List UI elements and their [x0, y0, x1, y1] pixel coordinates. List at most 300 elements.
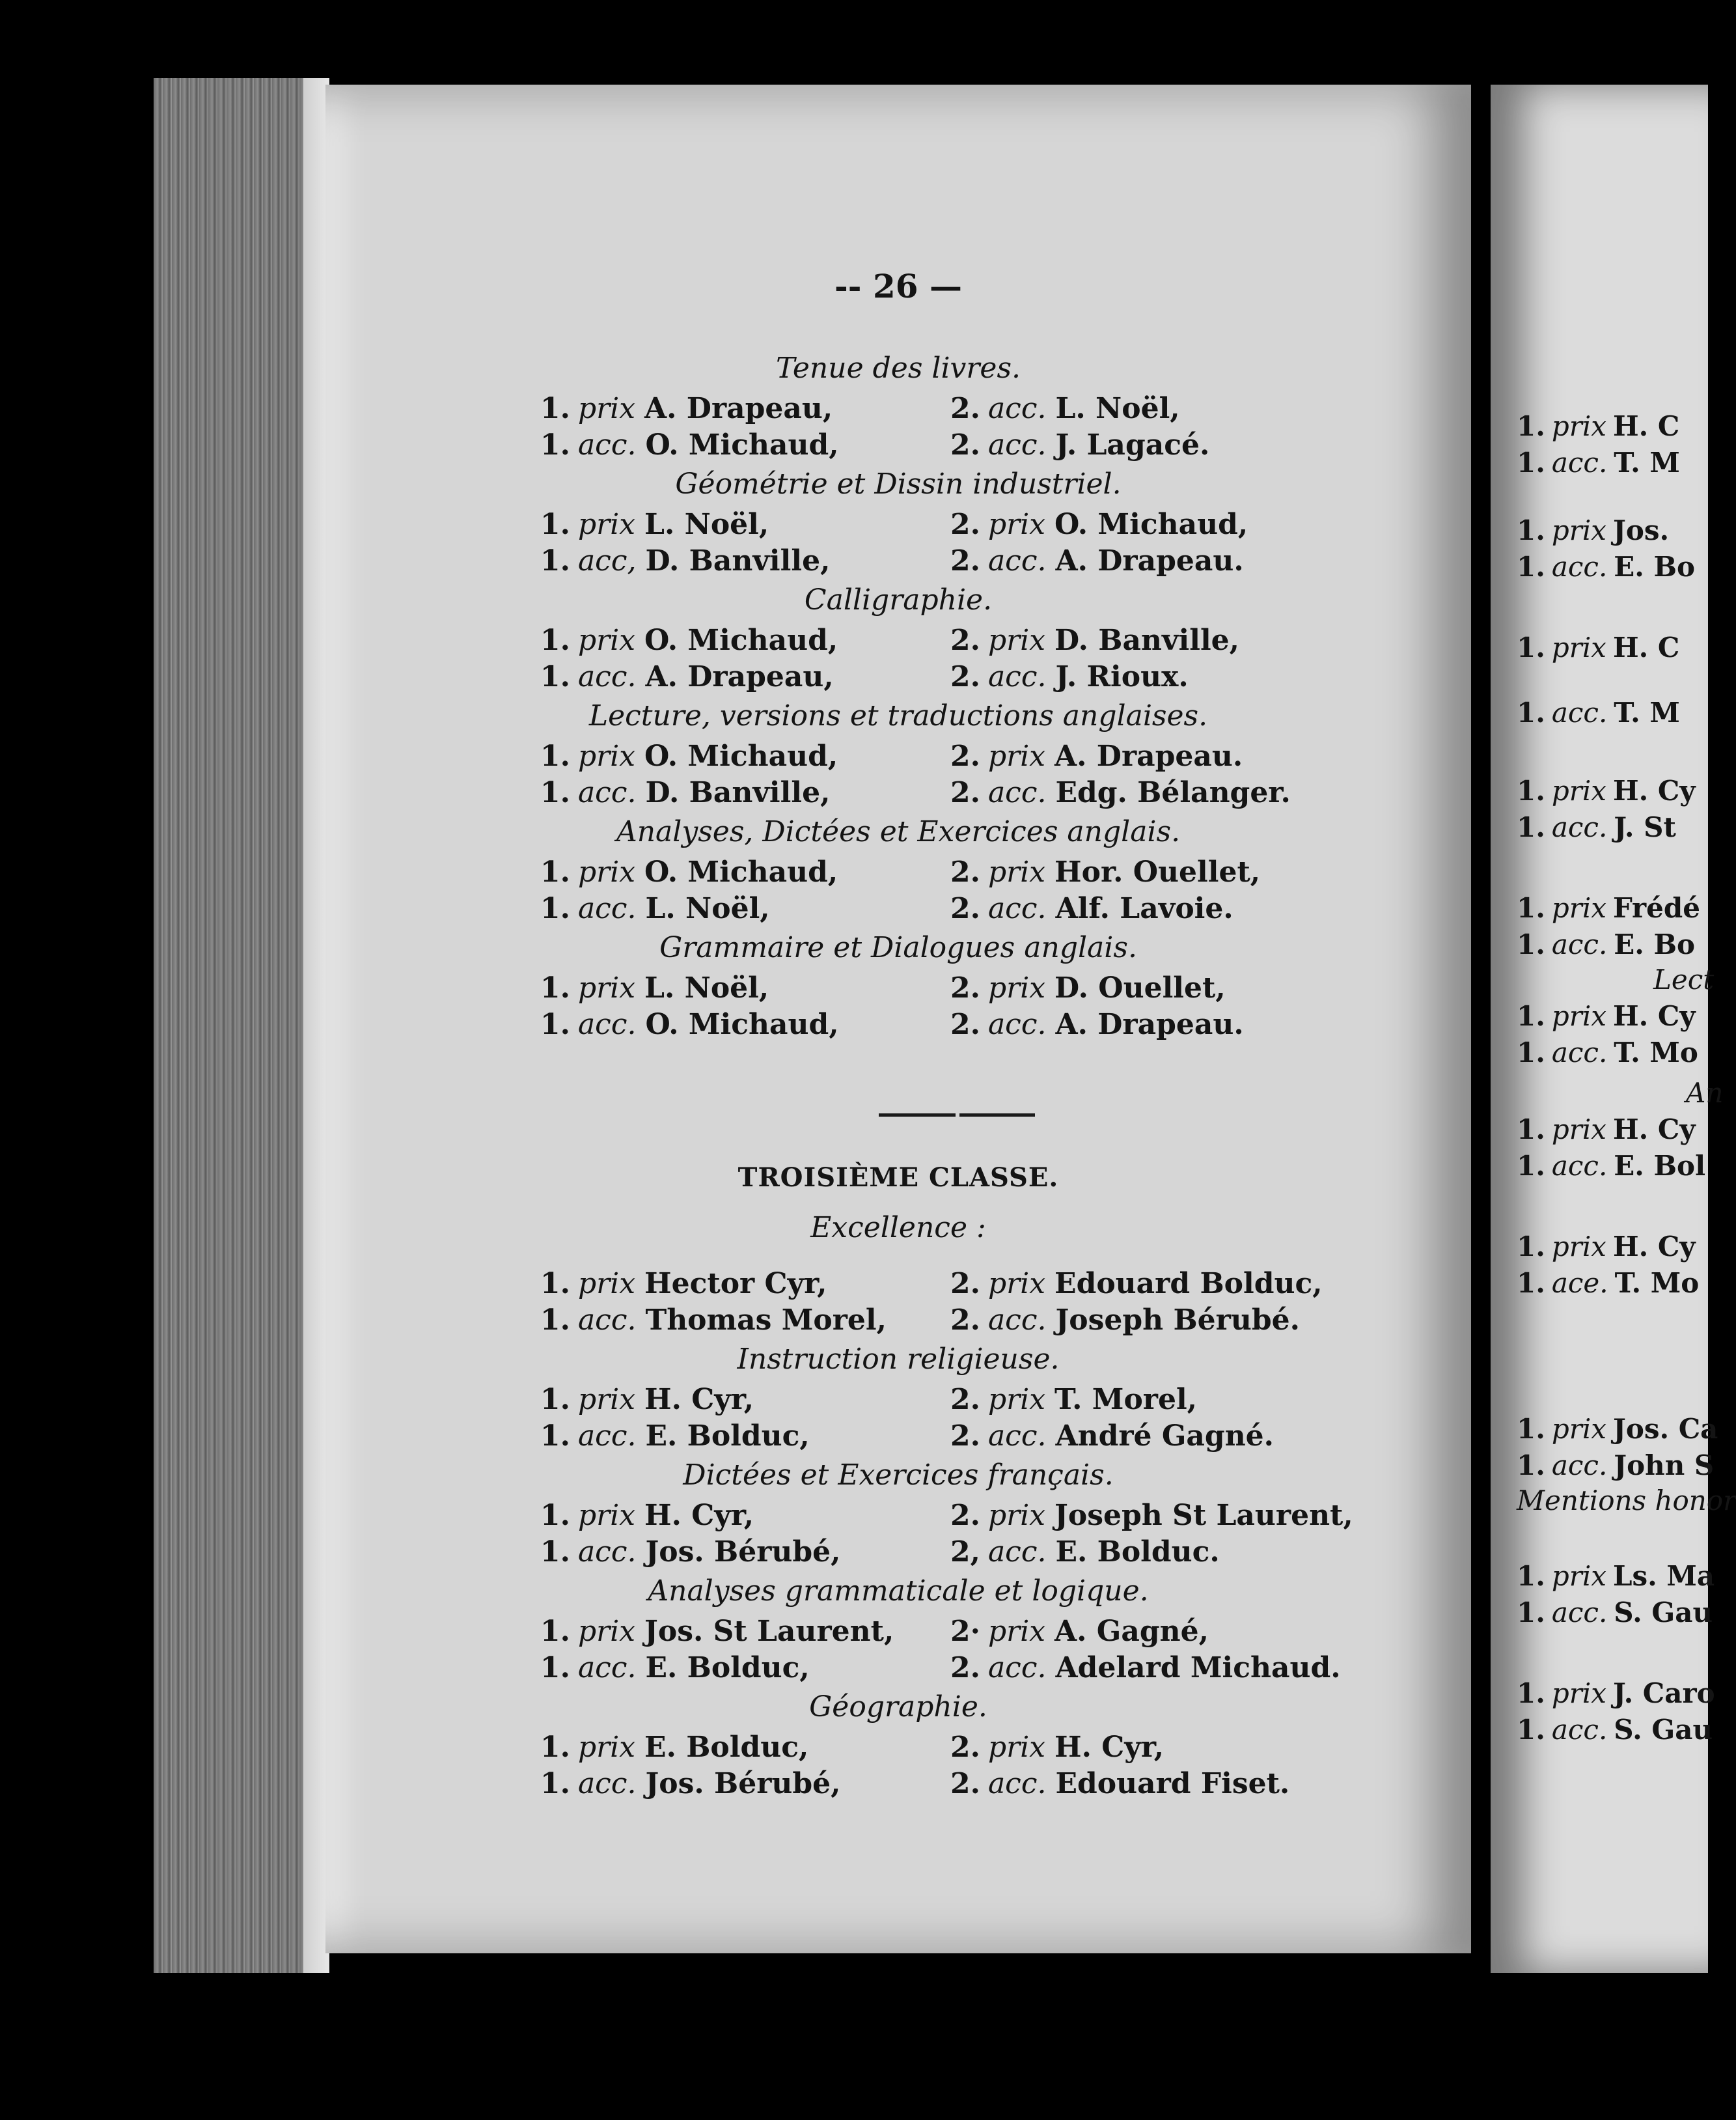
student-name: D. Banville,	[1054, 624, 1239, 657]
partial-award-line	[1517, 775, 1696, 807]
award-entry-right	[950, 1267, 1323, 1300]
award-row	[325, 1419, 1471, 1456]
award-entry-right	[950, 776, 1291, 809]
award-entry-right	[950, 1383, 1197, 1416]
student-name: Jos. Bérubé,	[645, 1767, 841, 1800]
student-name: H. C	[1612, 632, 1680, 663]
award-row	[325, 776, 1471, 813]
award-entry-right	[950, 740, 1243, 773]
award-entry-left	[540, 971, 769, 1005]
partial-award-line	[1517, 697, 1680, 729]
award-type: prix	[1551, 1000, 1606, 1032]
award-type: prix	[1551, 1560, 1606, 1592]
award-entry-right	[950, 1419, 1274, 1453]
award-rank: 1.	[1517, 551, 1545, 583]
student-name: Jos. St Laurent,	[644, 1615, 894, 1648]
student-name: O. Michaud,	[645, 428, 839, 462]
award-row	[325, 660, 1471, 697]
partial-award-line	[1517, 1037, 1698, 1068]
award-rank: 2.	[950, 624, 980, 657]
award-rank: 1.	[540, 508, 570, 541]
award-type: prix	[987, 740, 1046, 773]
award-type: prix	[577, 1267, 636, 1300]
book-page-edges	[154, 78, 329, 1973]
award-type: prix	[987, 508, 1046, 541]
award-rank: 1.	[540, 856, 570, 889]
award-row	[325, 1615, 1471, 1651]
student-name: Ls. Ma	[1612, 1560, 1715, 1592]
award-type: acc.	[577, 1651, 637, 1684]
award-rank: 1.	[540, 1615, 570, 1648]
award-entry-left	[540, 508, 769, 541]
award-rank: 1.	[540, 544, 570, 578]
award-type: prix	[987, 1383, 1046, 1416]
award-type: prix	[577, 624, 636, 657]
student-name: T. Mo	[1614, 1267, 1700, 1299]
student-name: Alf. Lavoie.	[1055, 892, 1233, 925]
award-entry-right	[950, 392, 1180, 425]
award-entry-left	[540, 544, 830, 578]
student-name: Edouard Bolduc,	[1054, 1267, 1323, 1300]
partial-award-line	[1517, 1150, 1705, 1182]
page-number: -- 26 —	[834, 267, 962, 305]
right-page-fragment	[1491, 85, 1736, 1973]
award-entry-left	[540, 428, 839, 462]
award-rank: 1.	[540, 1419, 570, 1453]
section-heading: Analyses, Dictées et Exercices anglais.	[616, 815, 1181, 848]
student-name: E. Bo	[1614, 551, 1696, 583]
award-type: acc.	[577, 1008, 637, 1041]
award-rank: 1.	[540, 428, 570, 462]
award-entry-left	[540, 1535, 840, 1569]
award-rank: 2.	[950, 660, 980, 693]
student-name: Joseph St Laurent,	[1054, 1499, 1353, 1532]
award-type: acc.	[987, 1651, 1047, 1684]
award-rank: 2.	[950, 740, 980, 773]
award-rank: 1.	[1517, 1560, 1545, 1592]
partial-award-line	[1517, 1000, 1696, 1032]
award-entry-left	[540, 1499, 754, 1532]
award-type: prix	[577, 971, 636, 1005]
award-type: acc.	[987, 776, 1047, 809]
partial-award-line	[1517, 514, 1669, 546]
award-rank: 1.	[1517, 1231, 1545, 1262]
partial-award-line	[1517, 551, 1695, 583]
award-entry-right	[950, 1767, 1289, 1800]
award-type: prix	[1551, 514, 1606, 546]
student-name: L. Noël,	[644, 508, 769, 541]
student-name: H. Cy	[1612, 1231, 1696, 1262]
award-entry-right	[950, 1535, 1220, 1569]
award-rank: 1.	[540, 740, 570, 773]
award-entry-right	[950, 1499, 1353, 1532]
partial-section-heading: An	[1686, 1077, 1724, 1109]
award-type: acc.	[1551, 551, 1608, 583]
award-rank: 2.	[950, 892, 980, 925]
student-name: Joseph Bérubé.	[1055, 1304, 1300, 1337]
student-name: D. Banville,	[645, 776, 831, 809]
award-rank: 1.	[540, 1731, 570, 1764]
partial-section-heading: Mentions honor	[1517, 1485, 1736, 1516]
award-rank: 1.	[1517, 1000, 1545, 1032]
right-page-content	[1491, 85, 1736, 1973]
award-row	[325, 1767, 1471, 1804]
award-entry-right	[950, 1731, 1164, 1764]
award-rank: 1.	[540, 392, 570, 425]
student-name: S. Gau	[1614, 1597, 1713, 1628]
award-row	[325, 1535, 1471, 1572]
award-type: acc.	[987, 892, 1047, 925]
award-rank: 1.	[1517, 1449, 1545, 1481]
award-rank: 1.	[540, 1267, 570, 1300]
student-name: E. Bolduc.	[1055, 1535, 1220, 1569]
award-entry-left	[540, 1008, 839, 1041]
award-entry-right	[950, 1304, 1300, 1337]
section-heading: Excellence :	[810, 1211, 986, 1244]
award-type: acc.	[1551, 928, 1608, 960]
student-name: S. Gau	[1614, 1714, 1713, 1746]
award-rank: 2.	[950, 1267, 980, 1300]
student-name: Edg. Bélanger.	[1055, 776, 1291, 809]
award-type: acc.	[1551, 1597, 1608, 1628]
award-rank: 2.	[950, 1304, 980, 1337]
award-entry-right	[950, 1008, 1244, 1041]
student-name: André Gagné.	[1055, 1419, 1274, 1453]
award-type: prix	[1551, 632, 1606, 663]
award-type: prix	[987, 1731, 1046, 1764]
award-rank: 1.	[1517, 1714, 1545, 1746]
award-row	[325, 1731, 1471, 1767]
student-name: E. Bolduc,	[645, 1651, 810, 1684]
award-entry-left	[540, 1383, 754, 1416]
student-name: A. Drapeau.	[1055, 544, 1244, 578]
student-name: T. M	[1614, 447, 1680, 479]
award-row	[325, 544, 1471, 581]
award-type: acc.	[1551, 1714, 1608, 1746]
student-name: H. C	[1612, 410, 1680, 442]
award-type: acc.	[1551, 697, 1608, 729]
student-name: O. Michaud,	[644, 624, 838, 657]
student-name: O. Michaud,	[1054, 508, 1248, 541]
award-rank: 1.	[540, 1383, 570, 1416]
award-rank: 2.	[950, 1383, 980, 1416]
award-row	[325, 508, 1471, 544]
award-row	[325, 971, 1471, 1008]
award-type: prix	[577, 1615, 636, 1648]
award-rank: 2.	[950, 1767, 980, 1800]
section-heading: Calligraphie.	[804, 583, 993, 617]
section-heading: Dictées et Exercices français.	[683, 1458, 1114, 1492]
award-type: acc.	[577, 892, 637, 925]
award-row	[325, 856, 1471, 892]
student-name: J. Caro	[1612, 1677, 1715, 1709]
award-rank: 1.	[1517, 775, 1545, 807]
award-rank: 1.	[1517, 1413, 1545, 1445]
student-name: A. Drapeau,	[645, 660, 834, 693]
award-entry-left	[540, 1651, 810, 1684]
award-rank: 1.	[1517, 1150, 1545, 1182]
award-type: acc.	[1551, 1037, 1608, 1068]
section-heading: Analyses grammaticale et logique.	[648, 1574, 1149, 1608]
award-entry-right	[950, 1651, 1341, 1684]
award-row	[325, 1499, 1471, 1535]
award-row	[325, 1304, 1471, 1340]
award-type: prix	[1551, 1413, 1606, 1445]
student-name: L. Noël,	[644, 971, 769, 1005]
award-entry-right	[950, 544, 1244, 578]
student-name: A. Drapeau.	[1055, 1008, 1244, 1041]
award-entry-right	[950, 660, 1189, 693]
award-entry-left	[540, 392, 833, 425]
student-name: Jos. Ca	[1612, 1413, 1718, 1445]
award-type: acc.	[577, 1767, 637, 1800]
partial-award-line	[1517, 1714, 1713, 1746]
student-name: A. Drapeau.	[1054, 740, 1243, 773]
award-type: prix	[577, 392, 636, 425]
award-entry-left	[540, 892, 770, 925]
student-name: J. St	[1614, 811, 1676, 843]
award-entry-left	[540, 1267, 827, 1300]
award-rank: 1.	[1517, 1267, 1545, 1299]
student-name: Jos.	[1612, 514, 1670, 546]
page-content	[325, 85, 1471, 1953]
award-rank: 2,	[950, 1535, 980, 1569]
award-type: prix	[1551, 1677, 1606, 1709]
award-type: prix	[987, 856, 1046, 889]
award-entry-left	[540, 1767, 840, 1800]
award-entry-left	[540, 776, 830, 809]
award-type: prix	[1551, 1113, 1606, 1145]
award-rank: 1.	[540, 892, 570, 925]
partial-award-line	[1517, 811, 1676, 843]
award-rank: 1.	[1517, 410, 1545, 442]
student-name: H. Cyr,	[1054, 1731, 1164, 1764]
award-rank: 1.	[1517, 1677, 1545, 1709]
section-heading: Grammaire et Dialogues anglais.	[659, 931, 1137, 964]
award-type: acc.	[577, 1304, 637, 1337]
student-name: D. Banville,	[645, 544, 831, 578]
student-name: H. Cy	[1612, 775, 1696, 807]
partial-award-line	[1517, 632, 1679, 663]
award-type: acc.	[987, 428, 1047, 462]
award-type: acc.	[577, 776, 637, 809]
partial-award-line	[1517, 1413, 1718, 1445]
section-heading: Géographie.	[809, 1690, 987, 1723]
student-name: John S	[1614, 1449, 1715, 1481]
award-type: acc.	[987, 1008, 1047, 1041]
award-rank: 1.	[540, 1651, 570, 1684]
left-page	[325, 85, 1471, 1953]
student-name: H. Cyr,	[644, 1499, 754, 1532]
award-type: acc.	[577, 1535, 637, 1569]
student-name: Hor. Ouellet,	[1054, 856, 1261, 889]
award-type: prix	[1551, 892, 1606, 924]
award-type: acc.	[577, 660, 637, 693]
section-heading: Instruction religieuse.	[737, 1343, 1060, 1376]
student-name: A. Drapeau,	[644, 392, 833, 425]
award-entry-left	[540, 740, 838, 773]
award-rank: 2.	[950, 428, 980, 462]
award-rank: 1.	[540, 1535, 570, 1569]
award-type: prix	[577, 508, 636, 541]
student-name: J. Lagacé.	[1055, 428, 1210, 462]
student-name: E. Bolduc,	[644, 1731, 809, 1764]
award-rank: 2.	[950, 856, 980, 889]
award-rank: 1.	[540, 1304, 570, 1337]
award-rank: 2.	[950, 1651, 980, 1684]
award-type: acc.	[987, 392, 1047, 425]
award-rank: 1.	[540, 1499, 570, 1532]
award-entry-left	[540, 1615, 894, 1648]
student-name: Adelard Michaud.	[1055, 1651, 1341, 1684]
award-type: acc.	[1551, 811, 1608, 843]
award-entry-right	[950, 508, 1248, 541]
award-rank: 2.	[950, 392, 980, 425]
award-type: prix	[577, 1499, 636, 1532]
award-type: acc.	[577, 428, 637, 462]
award-entry-left	[540, 624, 838, 657]
partial-award-line	[1517, 1231, 1696, 1262]
award-entry-right	[950, 856, 1260, 889]
award-rank: 1.	[1517, 1113, 1545, 1145]
student-name: E. Bo	[1614, 928, 1696, 960]
award-rank: 1.	[1517, 697, 1545, 729]
student-name: E. Bolduc,	[645, 1419, 810, 1453]
award-type: acc.	[987, 544, 1047, 578]
award-entry-right	[950, 428, 1209, 462]
award-type: acc.	[1551, 1449, 1608, 1481]
award-entry-right	[950, 971, 1226, 1005]
award-rank: 1.	[540, 1767, 570, 1800]
award-type: acc.	[987, 660, 1047, 693]
award-rank: 1.	[540, 624, 570, 657]
award-type: acc,	[577, 544, 637, 578]
student-name: Thomas Morel,	[645, 1304, 887, 1337]
award-rank: 2.	[950, 544, 980, 578]
award-rank: 1.	[1517, 447, 1545, 479]
award-type: prix	[987, 624, 1046, 657]
partial-section-heading: Lect	[1653, 964, 1715, 996]
award-entry-left	[540, 856, 838, 889]
student-name: H. Cy	[1612, 1113, 1696, 1145]
partial-award-line	[1517, 447, 1680, 479]
award-type: prix	[987, 1615, 1046, 1648]
award-rank: 2.	[950, 1731, 980, 1764]
award-rank: 1.	[540, 660, 570, 693]
partial-award-line	[1517, 1267, 1699, 1299]
award-row	[325, 392, 1471, 428]
award-row	[325, 892, 1471, 928]
award-entry-right	[950, 1615, 1209, 1648]
award-rank: 1.	[1517, 811, 1545, 843]
student-name: H. Cy	[1612, 1000, 1696, 1032]
award-type: prix	[987, 1267, 1046, 1300]
award-type: ace.	[1551, 1267, 1608, 1299]
student-name: O. Michaud,	[644, 856, 838, 889]
award-entry-left	[540, 660, 834, 693]
student-name: Jos. Bérubé,	[645, 1535, 841, 1569]
section-heading: Lecture, versions et traductions anglaises.	[588, 699, 1208, 732]
award-rank: 2.	[950, 776, 980, 809]
award-rank: 1.	[540, 1008, 570, 1041]
partial-award-line	[1517, 1449, 1714, 1481]
student-name: Edouard Fiset.	[1055, 1767, 1290, 1800]
award-type: acc.	[987, 1419, 1047, 1453]
award-rank: 1.	[1517, 1597, 1545, 1628]
award-type: prix	[987, 971, 1046, 1005]
award-rank: 2.	[950, 1419, 980, 1453]
class-title: TROISIÈME CLASSE.	[737, 1162, 1059, 1193]
award-entry-right	[950, 892, 1233, 925]
award-row	[325, 740, 1471, 776]
award-rank: 2.	[950, 1499, 980, 1532]
award-row	[325, 1267, 1471, 1304]
student-name: L. Noël,	[1055, 392, 1180, 425]
student-name: L. Noël,	[645, 892, 770, 925]
student-name: T. Morel,	[1054, 1383, 1197, 1416]
award-rank: 1.	[1517, 928, 1545, 960]
award-type: prix	[1551, 775, 1606, 807]
award-entry-left	[540, 1304, 887, 1337]
award-rank: 1.	[540, 776, 570, 809]
award-entry-right	[950, 624, 1239, 657]
award-type: acc.	[987, 1304, 1047, 1337]
award-rank: 1.	[1517, 632, 1545, 663]
award-rank: 2.	[950, 971, 980, 1005]
award-type: prix	[577, 740, 636, 773]
section-heading: Tenue des livres.	[775, 352, 1021, 385]
student-name: D. Ouellet,	[1054, 971, 1226, 1005]
partial-award-line	[1517, 928, 1695, 960]
award-row	[325, 1383, 1471, 1419]
award-row	[325, 624, 1471, 660]
student-name: O. Michaud,	[644, 740, 838, 773]
award-type: prix	[1551, 1231, 1606, 1262]
award-type: prix	[577, 856, 636, 889]
student-name: A. Gagné,	[1054, 1615, 1209, 1648]
student-name: E. Bol	[1614, 1150, 1706, 1182]
award-type: acc.	[1551, 447, 1608, 479]
award-row	[325, 428, 1471, 465]
award-type: prix	[577, 1731, 636, 1764]
award-rank: 1.	[540, 971, 570, 1005]
award-type: acc.	[987, 1767, 1047, 1800]
partial-award-line	[1517, 892, 1700, 924]
award-rank: 2.	[950, 1008, 980, 1041]
award-type: prix	[1551, 410, 1606, 442]
award-type: acc.	[987, 1535, 1047, 1569]
student-name: T. M	[1614, 697, 1680, 729]
student-name: H. Cyr,	[644, 1383, 754, 1416]
partial-award-line	[1517, 1597, 1713, 1628]
award-entry-left	[540, 1731, 808, 1764]
award-rank: 2.	[950, 508, 980, 541]
student-name: J. Rioux.	[1055, 660, 1189, 693]
partial-award-line	[1517, 410, 1679, 442]
award-row	[325, 1651, 1471, 1688]
award-entry-left	[540, 1419, 810, 1453]
section-divider	[879, 1113, 1035, 1117]
partial-award-line	[1517, 1560, 1715, 1592]
award-row	[325, 1008, 1471, 1044]
award-rank: 1.	[1517, 1037, 1545, 1068]
section-heading: Géométrie et Dissin industriel.	[675, 467, 1122, 501]
award-type: prix	[987, 1499, 1046, 1532]
student-name: Frédé	[1612, 892, 1700, 924]
student-name: T. Mo	[1614, 1037, 1698, 1068]
award-rank: 1.	[1517, 892, 1545, 924]
partial-award-line	[1517, 1677, 1715, 1709]
